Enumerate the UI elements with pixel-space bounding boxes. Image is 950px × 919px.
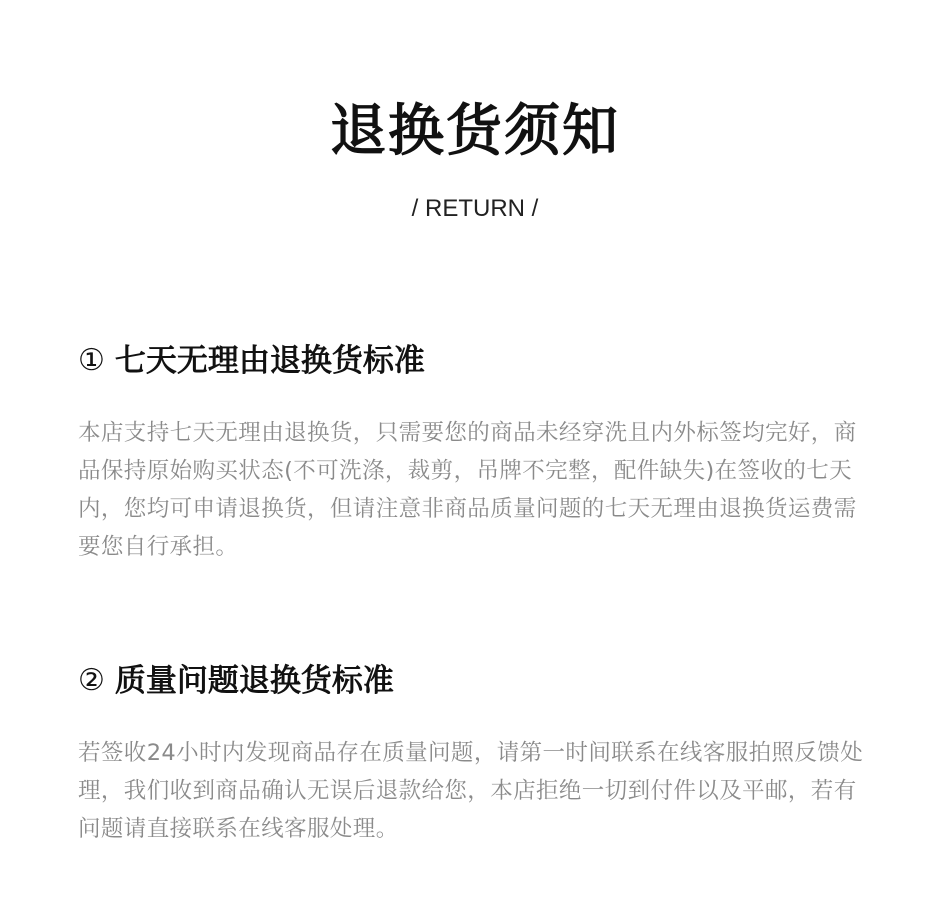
section-body-text: 本店支持七天无理由退换货，只需要您的商品未经穿洗且内外标签均完好，商品保持原始购买状态(不可洗涤，裁剪，吊牌不完整，配件缺失)在签收的七天内，您均可申请退换货，但请注意非商品质量问题的七天无理由退换货运费需要您自行承担。 <box>78 420 857 560</box>
section-body-text: 若签收24小时内发现商品存在质量问题，请第一时间联系在线客服拍照反馈处理，我们收到商品确认无误后退款给您，本店拒绝一切到付件以及平邮，若有问题请直接联系在线客服处理。 <box>78 740 864 842</box>
section-heading <box>78 338 878 384</box>
section-seven-day-return <box>78 338 878 566</box>
section-number: ① <box>78 343 105 378</box>
page-subtitle: / RETURN / <box>411 195 539 222</box>
section-heading <box>78 658 878 704</box>
section-quality-issue-return <box>78 658 878 848</box>
page-title: 退换货须知 <box>330 99 620 164</box>
section-number: ② <box>78 663 105 698</box>
section-heading-text: 七天无理由退换货标准 <box>114 343 425 379</box>
section-heading-text: 质量问题退换货标准 <box>114 663 394 699</box>
